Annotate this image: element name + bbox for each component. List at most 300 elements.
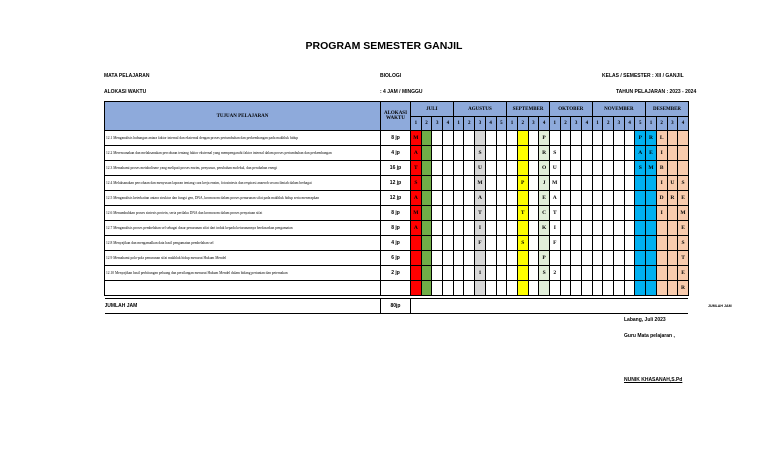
week-cell	[528, 236, 539, 251]
week-cell	[411, 251, 422, 266]
week-cell	[475, 131, 486, 146]
signature-place: Labang, Juli 2023	[624, 317, 666, 323]
week-cell	[603, 266, 614, 281]
jp-cell: 4 jp	[381, 236, 411, 251]
week-cell	[656, 236, 667, 251]
week-cell	[614, 266, 625, 281]
table-row	[105, 221, 689, 236]
header-week: 1	[507, 117, 518, 131]
tujuan-cell: 12.7 Menganalisis proses pembelahan sel sebagai dasar penurunan sifat dari induk kepada keturunannya berdasarkan pengamatan	[105, 221, 381, 236]
week-cell	[528, 131, 539, 146]
tujuan-cell: 12.10 Menyajikan hasil perhitungan peluang dan persilangan menurut Hukum Mendel dalam bidang pertanian dan peternakan	[105, 266, 381, 281]
week-cell	[614, 191, 625, 206]
week-cell	[464, 146, 475, 161]
week-cell	[646, 266, 657, 281]
week-cell	[624, 251, 635, 266]
week-cell	[432, 221, 443, 236]
week-cell	[560, 176, 571, 191]
week-cell	[635, 281, 646, 296]
week-cell: A	[411, 146, 422, 161]
week-cell	[453, 176, 464, 191]
week-cell	[592, 191, 603, 206]
week-cell	[453, 251, 464, 266]
week-cell	[507, 191, 518, 206]
week-cell	[496, 146, 507, 161]
week-cell	[646, 176, 657, 191]
week-cell	[571, 221, 582, 236]
week-cell: S	[635, 161, 646, 176]
week-cell: M	[475, 176, 486, 191]
week-cell	[635, 266, 646, 281]
week-cell	[678, 131, 689, 146]
header-week: 5	[496, 117, 507, 131]
week-cell	[421, 146, 432, 161]
week-cell	[667, 161, 678, 176]
week-cell	[421, 251, 432, 266]
week-cell	[592, 206, 603, 221]
table-row	[105, 266, 689, 281]
week-cell: A	[411, 191, 422, 206]
total-value: 80jp	[381, 299, 411, 314]
week-cell	[603, 221, 614, 236]
header-month: DESEMBER	[646, 102, 689, 117]
week-cell	[485, 206, 496, 221]
header-week: 2	[421, 117, 432, 131]
week-cell: S	[549, 146, 560, 161]
week-cell	[571, 281, 582, 296]
table-row	[105, 146, 689, 161]
week-cell	[646, 191, 657, 206]
week-cell: E	[646, 146, 657, 161]
header-tujuan: TUJUAN PELAJARAN	[105, 102, 381, 131]
week-cell	[667, 131, 678, 146]
header-week: 3	[432, 117, 443, 131]
jp-cell: 16 jp	[381, 161, 411, 176]
week-cell: C	[539, 206, 550, 221]
header-month: SEPTEMBER	[507, 102, 550, 117]
header-month: AGUSTUS	[453, 102, 506, 117]
jp-cell: 12 jp	[381, 176, 411, 191]
week-cell	[560, 266, 571, 281]
week-cell	[603, 131, 614, 146]
week-cell: R	[646, 131, 657, 146]
week-cell	[464, 191, 475, 206]
week-cell	[667, 221, 678, 236]
week-cell: P	[539, 131, 550, 146]
signature-role: Guru Mata pelajaran ,	[624, 333, 675, 339]
header-month: JULI	[411, 102, 454, 117]
header-week: 4	[678, 117, 689, 131]
week-cell	[539, 236, 550, 251]
week-cell	[432, 161, 443, 176]
week-cell	[464, 266, 475, 281]
week-cell	[560, 191, 571, 206]
week-cell: E	[678, 266, 689, 281]
jp-cell: 8 jp	[381, 221, 411, 236]
week-cell	[582, 206, 593, 221]
week-cell	[443, 176, 454, 191]
week-cell	[453, 266, 464, 281]
week-cell	[517, 131, 528, 146]
week-cell	[560, 161, 571, 176]
week-cell	[485, 251, 496, 266]
week-cell	[624, 161, 635, 176]
week-cell	[656, 221, 667, 236]
week-cell	[571, 146, 582, 161]
week-cell	[517, 281, 528, 296]
week-cell	[592, 146, 603, 161]
week-cell	[528, 251, 539, 266]
table-row	[105, 176, 689, 191]
week-cell	[432, 131, 443, 146]
week-cell	[485, 236, 496, 251]
week-cell	[614, 131, 625, 146]
header-week: 1	[646, 117, 657, 131]
week-cell	[646, 251, 657, 266]
week-cell	[646, 281, 657, 296]
week-cell	[453, 191, 464, 206]
week-cell	[582, 281, 593, 296]
week-cell	[614, 176, 625, 191]
week-cell	[453, 161, 464, 176]
jp-cell: 8 jp	[381, 206, 411, 221]
week-cell	[603, 176, 614, 191]
week-cell	[453, 146, 464, 161]
week-cell: E	[539, 191, 550, 206]
week-cell: T	[517, 206, 528, 221]
tujuan-cell: 12.4 Melaksanakan percobaan dan menyusun laporan tentang cara kerja enzim, fotosintesis dan respirasi anaerob secara ilmiah dalam berbagai	[105, 176, 381, 191]
week-cell	[496, 131, 507, 146]
week-cell	[560, 206, 571, 221]
week-cell	[560, 281, 571, 296]
week-cell	[646, 221, 657, 236]
week-cell	[443, 206, 454, 221]
week-cell	[592, 266, 603, 281]
week-cell	[517, 191, 528, 206]
header-week: 3	[667, 117, 678, 131]
week-cell	[464, 161, 475, 176]
kelas-value: : XII / GANJIL	[652, 73, 684, 79]
week-cell	[421, 221, 432, 236]
week-cell: 2	[549, 266, 560, 281]
header-week: 2	[656, 117, 667, 131]
week-cell	[421, 161, 432, 176]
week-cell: R	[539, 146, 550, 161]
week-cell	[507, 131, 518, 146]
week-cell: U	[667, 176, 678, 191]
week-cell	[421, 266, 432, 281]
week-cell: P	[539, 251, 550, 266]
week-cell	[624, 221, 635, 236]
week-cell: A	[475, 191, 486, 206]
week-cell	[528, 221, 539, 236]
week-cell	[421, 206, 432, 221]
week-cell: E	[678, 221, 689, 236]
tujuan-cell: 12.3 Memahami proses metabolisme yang meliputi proses enzim, penyusun, perubahan molekul, dan perubahan energi	[105, 161, 381, 176]
header-week: 1	[411, 117, 422, 131]
week-cell	[571, 191, 582, 206]
week-cell	[624, 146, 635, 161]
jp-cell: 6 jp	[381, 251, 411, 266]
program-semester-table	[104, 101, 689, 314]
week-cell	[667, 236, 678, 251]
week-cell	[582, 236, 593, 251]
week-cell	[507, 251, 518, 266]
header-week: 2	[560, 117, 571, 131]
tujuan-cell: 12.5 Menganalisis keterkaitan antara struktur dan fungsi gen, DNA, kromosom dalam proses penurunan sifat pada makhluk hidup serta menerapkan	[105, 191, 381, 206]
week-cell: E	[678, 191, 689, 206]
week-cell	[453, 281, 464, 296]
week-cell	[453, 236, 464, 251]
jp-cell: 12 jp	[381, 191, 411, 206]
week-cell: I	[656, 206, 667, 221]
week-cell: A	[635, 146, 646, 161]
week-cell	[496, 206, 507, 221]
week-cell: R	[667, 191, 678, 206]
week-cell	[528, 206, 539, 221]
tujuan-cell: 12.1 Menganalisis hubungan antara faktor internal dan eksternal dengan proses pertumbuhan dan perkembangan pada makhluk hidup	[105, 131, 381, 146]
week-cell	[464, 221, 475, 236]
header-week: 1	[549, 117, 560, 131]
week-cell: M	[411, 131, 422, 146]
week-cell	[624, 131, 635, 146]
week-cell	[464, 281, 475, 296]
header-week: 4	[443, 117, 454, 131]
week-cell	[432, 191, 443, 206]
week-cell	[443, 236, 454, 251]
week-cell	[592, 221, 603, 236]
week-cell	[485, 176, 496, 191]
week-cell	[539, 281, 550, 296]
week-cell: I	[656, 176, 667, 191]
week-cell	[475, 281, 486, 296]
week-cell	[635, 251, 646, 266]
week-cell	[443, 281, 454, 296]
week-cell	[592, 131, 603, 146]
week-cell	[517, 221, 528, 236]
week-cell	[464, 251, 475, 266]
jp-cell	[381, 281, 411, 296]
week-cell: S	[678, 236, 689, 251]
week-cell	[453, 221, 464, 236]
week-cell	[496, 161, 507, 176]
week-cell	[443, 161, 454, 176]
week-cell	[496, 281, 507, 296]
week-cell	[443, 221, 454, 236]
kelas-label: KELAS / SEMESTER	[602, 73, 651, 79]
week-cell	[582, 131, 593, 146]
week-cell	[432, 281, 443, 296]
alokasi-label: ALOKASI WAKTU	[104, 89, 147, 95]
week-cell	[464, 176, 475, 191]
week-cell	[624, 281, 635, 296]
header-week: 4	[624, 117, 635, 131]
table-row	[105, 281, 689, 296]
week-cell	[485, 191, 496, 206]
week-cell	[507, 146, 518, 161]
week-cell	[464, 236, 475, 251]
header-week: 3	[528, 117, 539, 131]
week-cell	[571, 206, 582, 221]
table-row	[105, 161, 689, 176]
week-cell	[571, 236, 582, 251]
tahun-label: TAHUN PELAJARAN :	[616, 89, 669, 95]
week-cell	[432, 251, 443, 266]
week-cell	[592, 161, 603, 176]
week-cell	[614, 236, 625, 251]
week-cell	[496, 236, 507, 251]
week-cell	[507, 206, 518, 221]
week-cell	[507, 266, 518, 281]
week-cell	[421, 236, 432, 251]
week-cell	[614, 281, 625, 296]
week-cell	[485, 131, 496, 146]
week-cell	[603, 206, 614, 221]
week-cell	[496, 266, 507, 281]
week-cell	[549, 251, 560, 266]
week-cell	[614, 161, 625, 176]
week-cell: F	[549, 236, 560, 251]
week-cell	[603, 281, 614, 296]
week-cell	[496, 176, 507, 191]
week-cell	[507, 221, 518, 236]
week-cell	[635, 176, 646, 191]
page-title: PROGRAM SEMESTER GANJIL	[305, 40, 463, 52]
week-cell	[432, 236, 443, 251]
tujuan-cell: 12.6 Menumbuhkan proses sintesis protein, serta perilaku DNA dan kromosom dalam proses penyatuan sifat	[105, 206, 381, 221]
jp-cell: 4 jp	[381, 146, 411, 161]
week-cell: S	[539, 266, 550, 281]
week-cell	[582, 266, 593, 281]
week-cell	[421, 191, 432, 206]
week-cell	[421, 131, 432, 146]
week-cell	[485, 221, 496, 236]
week-cell	[517, 146, 528, 161]
week-cell	[411, 281, 422, 296]
week-cell	[528, 281, 539, 296]
signature-name: NUNIK KHASANAH,S.Pd	[624, 377, 683, 383]
week-cell: M	[411, 206, 422, 221]
header-week: 3	[475, 117, 486, 131]
header-week: 2	[464, 117, 475, 131]
week-cell	[614, 206, 625, 221]
week-cell	[582, 161, 593, 176]
week-cell: M	[646, 161, 657, 176]
week-cell: F	[475, 236, 486, 251]
header-week: 1	[592, 117, 603, 131]
week-cell	[603, 191, 614, 206]
week-cell	[560, 131, 571, 146]
week-cell: 1	[475, 266, 486, 281]
week-cell	[432, 266, 443, 281]
week-cell: R	[678, 281, 689, 296]
week-cell	[528, 266, 539, 281]
table-row	[105, 191, 689, 206]
week-cell: M	[678, 206, 689, 221]
week-cell	[603, 251, 614, 266]
week-cell	[560, 236, 571, 251]
week-cell	[432, 146, 443, 161]
header-week: 1	[453, 117, 464, 131]
week-cell: S	[517, 236, 528, 251]
week-cell	[443, 251, 454, 266]
week-cell	[571, 251, 582, 266]
header-month: OKTOBER	[549, 102, 592, 117]
week-cell	[635, 206, 646, 221]
header-week: 4	[485, 117, 496, 131]
week-cell	[411, 236, 422, 251]
week-cell	[432, 176, 443, 191]
header-week: 2	[603, 117, 614, 131]
week-cell: B	[656, 161, 667, 176]
week-cell: L	[656, 131, 667, 146]
week-cell	[582, 146, 593, 161]
week-cell: K	[539, 221, 550, 236]
tujuan-cell: 12.9 Memahami pola-pola penurunan sifat makhluk hidup menurut Hukum Mendel	[105, 251, 381, 266]
jp-cell: 2 jp	[381, 266, 411, 281]
week-cell	[592, 176, 603, 191]
week-cell	[517, 161, 528, 176]
header-week: 2	[517, 117, 528, 131]
week-cell	[517, 251, 528, 266]
week-cell	[507, 236, 518, 251]
week-cell	[635, 191, 646, 206]
table-row	[105, 251, 689, 266]
header-week: 4	[539, 117, 550, 131]
week-cell	[678, 146, 689, 161]
tahun-value: 2023 - 2024	[669, 89, 697, 95]
week-cell	[624, 176, 635, 191]
week-cell: I	[475, 221, 486, 236]
week-cell	[421, 281, 432, 296]
week-cell	[496, 191, 507, 206]
week-cell	[464, 131, 475, 146]
week-cell: S	[475, 146, 486, 161]
week-cell	[560, 251, 571, 266]
tujuan-cell: 12.8 Menyajikan dan mengamalkan data hasil pengamatan pembelahan sel	[105, 236, 381, 251]
week-cell	[549, 281, 560, 296]
week-cell	[667, 281, 678, 296]
week-cell: T	[549, 206, 560, 221]
week-cell: A	[411, 221, 422, 236]
week-cell	[453, 206, 464, 221]
week-cell	[507, 176, 518, 191]
week-cell	[453, 131, 464, 146]
table-row	[105, 206, 689, 221]
week-cell	[496, 251, 507, 266]
week-cell	[443, 146, 454, 161]
week-cell	[667, 206, 678, 221]
week-cell	[624, 266, 635, 281]
week-cell	[549, 131, 560, 146]
header-week: 5	[635, 117, 646, 131]
week-cell	[614, 146, 625, 161]
week-cell	[582, 176, 593, 191]
week-cell	[464, 206, 475, 221]
week-cell	[432, 206, 443, 221]
week-cell: T	[678, 251, 689, 266]
week-cell	[485, 161, 496, 176]
week-cell: U	[475, 161, 486, 176]
week-cell	[582, 251, 593, 266]
week-cell	[635, 221, 646, 236]
alokasi-value: : 4 JAM / MINGGU	[380, 89, 423, 95]
week-cell	[571, 266, 582, 281]
week-cell	[646, 206, 657, 221]
week-cell	[560, 146, 571, 161]
week-cell	[571, 161, 582, 176]
week-cell: I	[549, 221, 560, 236]
